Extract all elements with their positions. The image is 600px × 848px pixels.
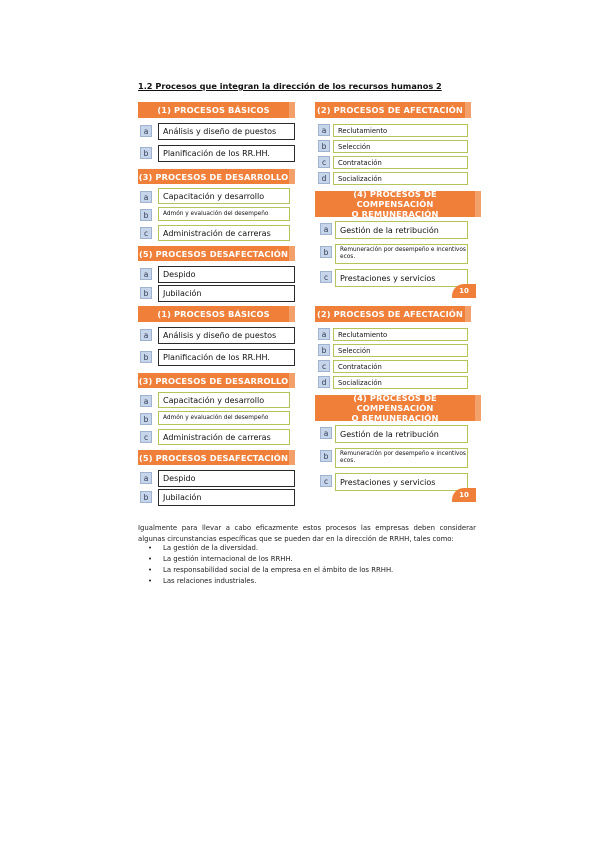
- bullet-list: [148, 543, 393, 587]
- header-procesos-basicos: (1) PROCESOS BÁSICOS: [138, 306, 289, 322]
- header-line: O REMUNERACIÓN: [351, 413, 439, 423]
- header-procesos-compensacion: [315, 191, 475, 217]
- list-item: • La gestión internacional de los RRHH.: [148, 554, 393, 565]
- item-box: Análisis y diseño de puestos: [158, 327, 295, 344]
- item-letter: b: [140, 147, 152, 159]
- item-letter: a: [140, 268, 152, 280]
- item-box: Socialización: [333, 172, 468, 185]
- item-letter: b: [140, 491, 152, 503]
- item-box: Selección: [333, 140, 468, 153]
- header-procesos-afectacion: (2) PROCESOS DE AFECTACIÓN: [315, 102, 465, 118]
- item-letter: c: [318, 156, 330, 168]
- item-box: Admón y evaluación del desempeño: [158, 411, 290, 425]
- item-letter: b: [140, 413, 152, 425]
- list-item: • Las relaciones industriales.: [148, 576, 393, 587]
- item-box: Reclutamiento: [333, 328, 468, 341]
- item-letter: d: [318, 376, 330, 388]
- header-procesos-desafectacion: (5) PROCESOS DESAFECTACIÓN: [138, 246, 289, 261]
- item-box: Planificación de los RR.HH.: [158, 349, 295, 366]
- item-letter: b: [318, 344, 330, 356]
- item-letter: a: [318, 124, 330, 136]
- item-box: Contratación: [333, 156, 468, 169]
- item-letter: b: [318, 140, 330, 152]
- item-letter: c: [320, 475, 332, 487]
- header-line: O REMUNERACIÓN: [351, 209, 439, 219]
- item-box: Socialización: [333, 376, 468, 389]
- item-letter: c: [318, 360, 330, 372]
- page-number-badge: 10: [452, 488, 476, 502]
- header-procesos-basicos: (1) PROCESOS BÁSICOS: [138, 102, 289, 118]
- header-line: (4) PROCESOS DE COMPENSACIÓN: [353, 189, 437, 209]
- item-box: Jubilación: [158, 285, 295, 302]
- item-box: Admón y evaluación del desempeño: [158, 207, 290, 221]
- item-box: Selección: [333, 344, 468, 357]
- item-letter: c: [140, 227, 152, 239]
- item-box: Análisis y diseño de puestos: [158, 123, 295, 140]
- item-box: Administración de carreras: [158, 429, 290, 445]
- process-diagram-2: [138, 306, 476, 502]
- item-letter: a: [140, 125, 152, 137]
- item-box: Gestión de la retribución: [335, 221, 468, 239]
- item-letter: a: [140, 329, 152, 341]
- header-procesos-compensacion: [315, 395, 475, 421]
- item-letter: b: [320, 450, 332, 462]
- item-box: Remuneración por desempeño e incentivos ecos.: [335, 448, 468, 468]
- page-title: 1.2 Procesos que integran la dirección de los recursos humanos 2: [138, 81, 442, 91]
- item-letter: a: [140, 191, 152, 203]
- item-letter: a: [140, 472, 152, 484]
- item-letter: b: [140, 209, 152, 221]
- item-letter: c: [320, 271, 332, 283]
- header-procesos-desafectacion: (5) PROCESOS DESAFECTACIÓN: [138, 450, 289, 465]
- item-box: Reclutamiento: [333, 124, 468, 137]
- item-box: Despido: [158, 470, 295, 487]
- item-box: Gestión de la retribución: [335, 425, 468, 443]
- body-paragraph: Igualmente para llevar a cabo eficazmente estos procesos las empresas deben considerar algunas circunstancias específicas que se pueden dar en la dirección de RRHH, tales como:: [138, 523, 476, 543]
- item-box: Capacitación y desarrollo: [158, 392, 290, 408]
- item-box: Contratación: [333, 360, 468, 373]
- item-box: Remuneración por desempeño e incentivos ecos.: [335, 244, 468, 264]
- item-letter: a: [320, 427, 332, 439]
- header-procesos-desarrollo: (3) PROCESOS DE DESARROLLO: [138, 169, 289, 184]
- list-item: • La gestión de la diversidad.: [148, 543, 393, 554]
- process-diagram-1: [138, 102, 476, 298]
- header-line: (4) PROCESOS DE COMPENSACIÓN: [353, 393, 437, 413]
- item-box: Capacitación y desarrollo: [158, 188, 290, 204]
- header-procesos-afectacion: (2) PROCESOS DE AFECTACIÓN: [315, 306, 465, 322]
- item-letter: c: [140, 431, 152, 443]
- list-item: • La responsabilidad social de la empresa en el ámbito de los RRHH.: [148, 565, 393, 576]
- page-number-badge: 10: [452, 284, 476, 298]
- item-box: Jubilación: [158, 489, 295, 506]
- item-box: Despido: [158, 266, 295, 283]
- item-box: Prestaciones y servicios: [335, 269, 468, 287]
- item-letter: a: [320, 223, 332, 235]
- item-letter: a: [140, 395, 152, 407]
- item-letter: b: [140, 287, 152, 299]
- item-box: Administración de carreras: [158, 225, 290, 241]
- item-box: Prestaciones y servicios: [335, 473, 468, 491]
- item-letter: d: [318, 172, 330, 184]
- item-letter: b: [140, 351, 152, 363]
- header-procesos-desarrollo: (3) PROCESOS DE DESARROLLO: [138, 373, 289, 388]
- item-letter: a: [318, 328, 330, 340]
- item-box: Planificación de los RR.HH.: [158, 145, 295, 162]
- item-letter: b: [320, 246, 332, 258]
